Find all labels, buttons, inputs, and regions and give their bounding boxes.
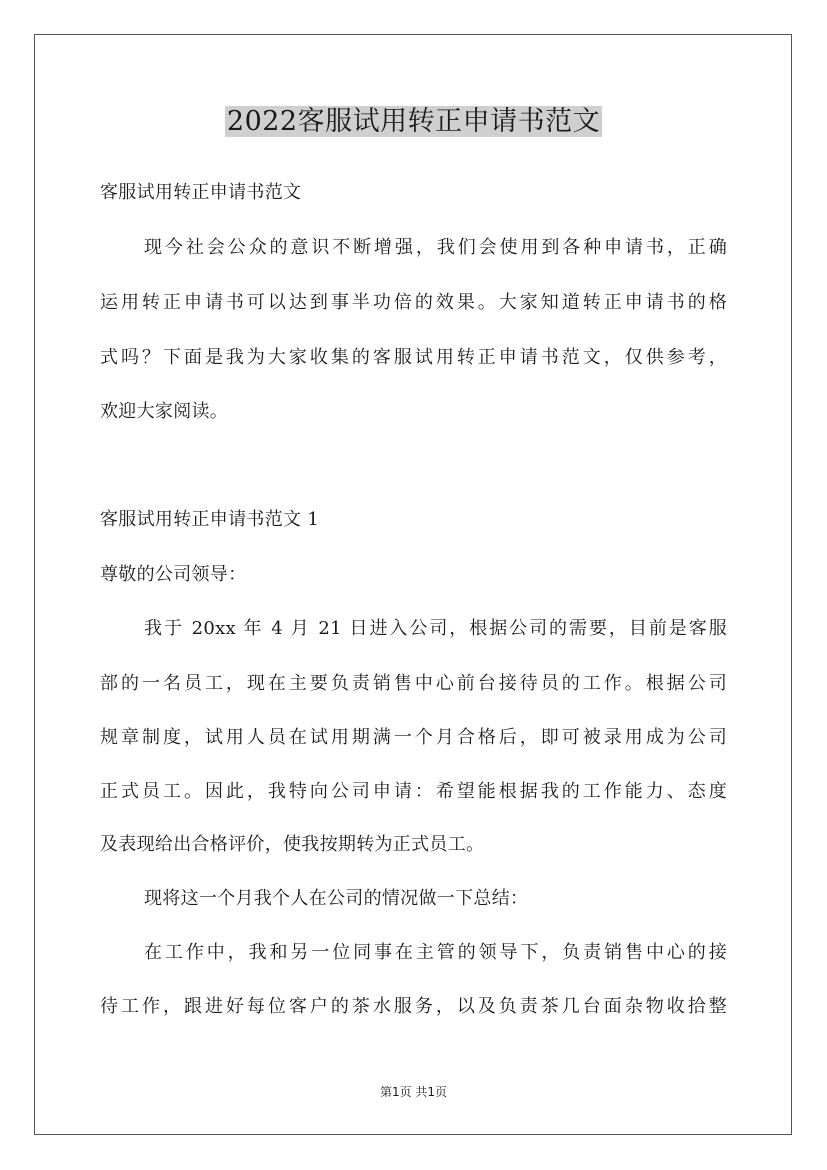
body-paragraph-line: 及表现给出合格评价，使我按期转为正式员工。 (100, 834, 485, 855)
intro-paragraph-line: 运用转正申请书可以达到事半功倍的效果。大家知道转正申请书的格 (100, 292, 727, 313)
document-title-text: 2022客服试用转正申请书范文 (226, 106, 601, 137)
intro-paragraph-line: 式吗？下面是我为大家收集的客服试用转正申请书范文，仅供参考， (100, 347, 727, 368)
intro-paragraph-line: 现今社会公众的意识不断增强，我们会使用到各种申请书，正确 (144, 237, 727, 258)
body-paragraph-line: 待工作，跟进好每位客户的茶水服务，以及负责茶几台面杂物收拾整 (100, 996, 727, 1017)
body-paragraph-line: 在工作中，我和另一位同事在主管的领导下，负责销售中心的接 (144, 942, 727, 963)
body-paragraph-line: 我于 20xx 年 4 月 21 日进入公司，根据公司的需要，目前是客服 (144, 618, 727, 639)
intro-paragraph-line: 欢迎大家阅读。 (100, 401, 229, 422)
body-paragraph-line: 正式员工。因此，我特向公司申请：希望能根据我的工作能力、态度 (100, 781, 727, 802)
salutation: 尊敬的公司领导： (100, 564, 247, 585)
page-footer: 第1页 共1页 (379, 1085, 448, 1099)
document-title (0, 102, 827, 142)
section-heading: 客服试用转正申请书范文 1 (100, 509, 320, 530)
document-subtitle: 客服试用转正申请书范文 (100, 182, 302, 203)
body-paragraph-line: 现将这一个月我个人在公司的情况做一下总结： (144, 888, 529, 909)
body-paragraph-line: 部的一名员工，现在主要负责销售中心前台接待员的工作。根据公司 (100, 673, 727, 694)
body-paragraph-line: 规章制度，试用人员在试用期满一个月合格后，即可被录用成为公司 (100, 727, 727, 748)
